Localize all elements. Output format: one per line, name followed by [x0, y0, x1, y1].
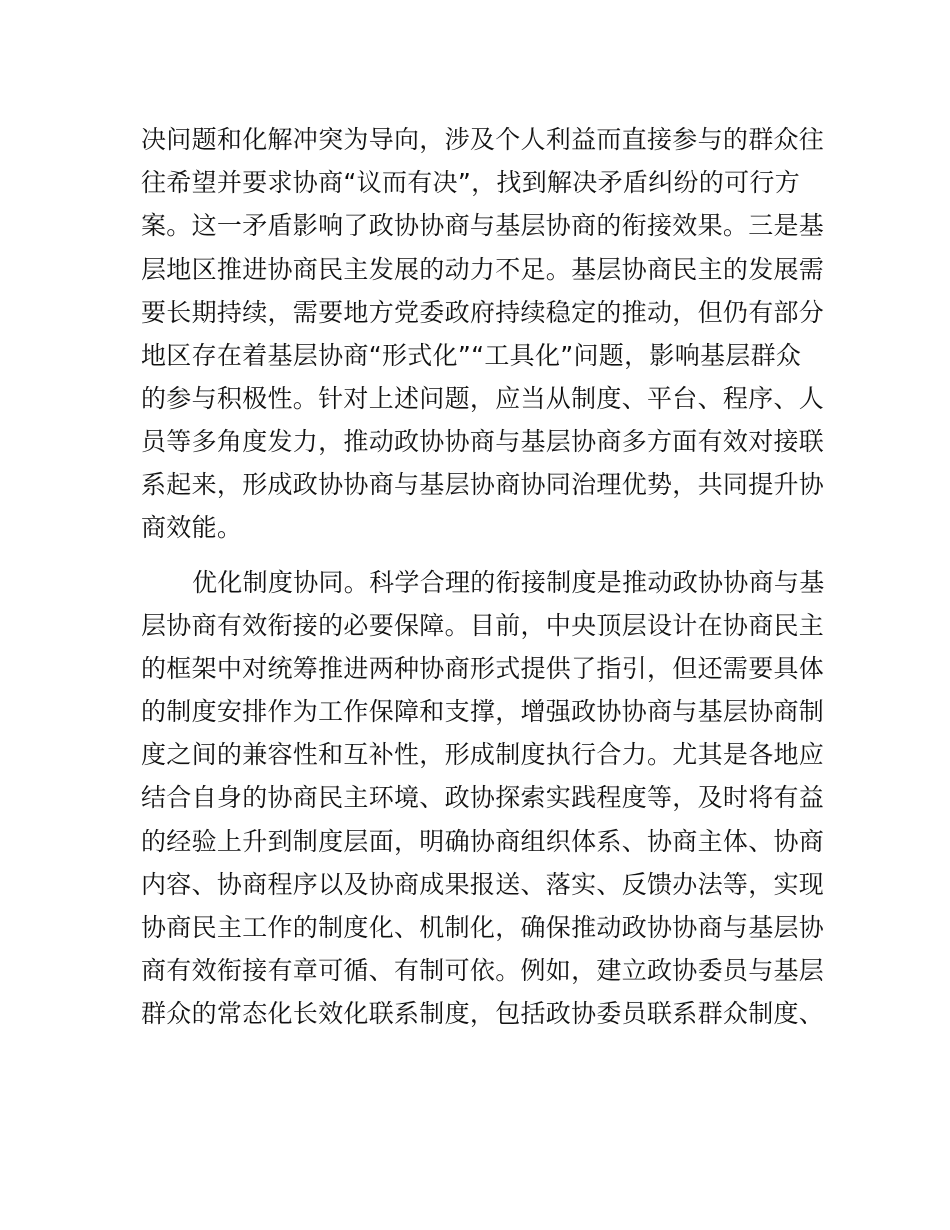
text-line: 群众的常态化长效化联系制度，包括政协委员联系群众制度、 [141, 999, 825, 1028]
text-line: 系起来，形成政协协商与基层协商协同治理优势，共同提升协 [141, 470, 825, 499]
text-line: 协商民主工作的制度化、机制化，确保推动政协协商与基层协 [141, 913, 825, 942]
text-line: 结合自身的协商民主环境、政协探索实践程度等，及时将有益 [141, 783, 825, 812]
text-line: 内容、协商程序以及协商成果报送、落实、反馈办法等，实现 [141, 870, 825, 899]
text-line: 案。这一矛盾影响了政协协商与基层协商的衔接效果。三是基 [141, 211, 825, 240]
text-line: 地区存在着基层协商“形式化”“工具化”问题，影响基层群众 [141, 341, 802, 370]
text-line: 员等多角度发力，推动政协协商与基层协商多方面有效对接联 [141, 427, 825, 456]
text-line: 商有效衔接有章可循、有制可依。例如，建立政协委员与基层 [141, 956, 825, 985]
text-line: 层地区推进协商民主发展的动力不足。基层协商民主的发展需 [141, 255, 825, 284]
text-line: 优化制度协同。科学合理的衔接制度是推动政协协商与基 [192, 568, 825, 597]
text-line: 商效能。 [141, 513, 243, 542]
text-line: 的参与积极性。针对上述问题，应当从制度、平台、程序、人 [141, 384, 825, 413]
text-line: 要长期持续，需要地方党委政府持续稳定的推动，但仍有部分 [141, 298, 825, 327]
text-line: 决问题和化解冲突为导向，涉及个人利益而直接参与的群众往 [141, 125, 825, 154]
text-line: 的框架中对统筹推进两种协商形式提供了指引，但还需要具体 [141, 654, 825, 683]
text-line: 度之间的兼容性和互补性，形成制度执行合力。尤其是各地应 [141, 740, 825, 769]
text-line: 层协商有效衔接的必要保障。目前，中央顶层设计在协商民主 [141, 611, 825, 640]
text-line: 的经验上升到制度层面，明确协商组织体系、协商主体、协商 [141, 827, 825, 856]
text-line: 往希望并要求协商“议而有决”，找到解决矛盾纠纷的可行方 [141, 168, 801, 197]
text-line: 的制度安排作为工作保障和支撑，增强政协协商与基层协商制 [141, 697, 825, 726]
